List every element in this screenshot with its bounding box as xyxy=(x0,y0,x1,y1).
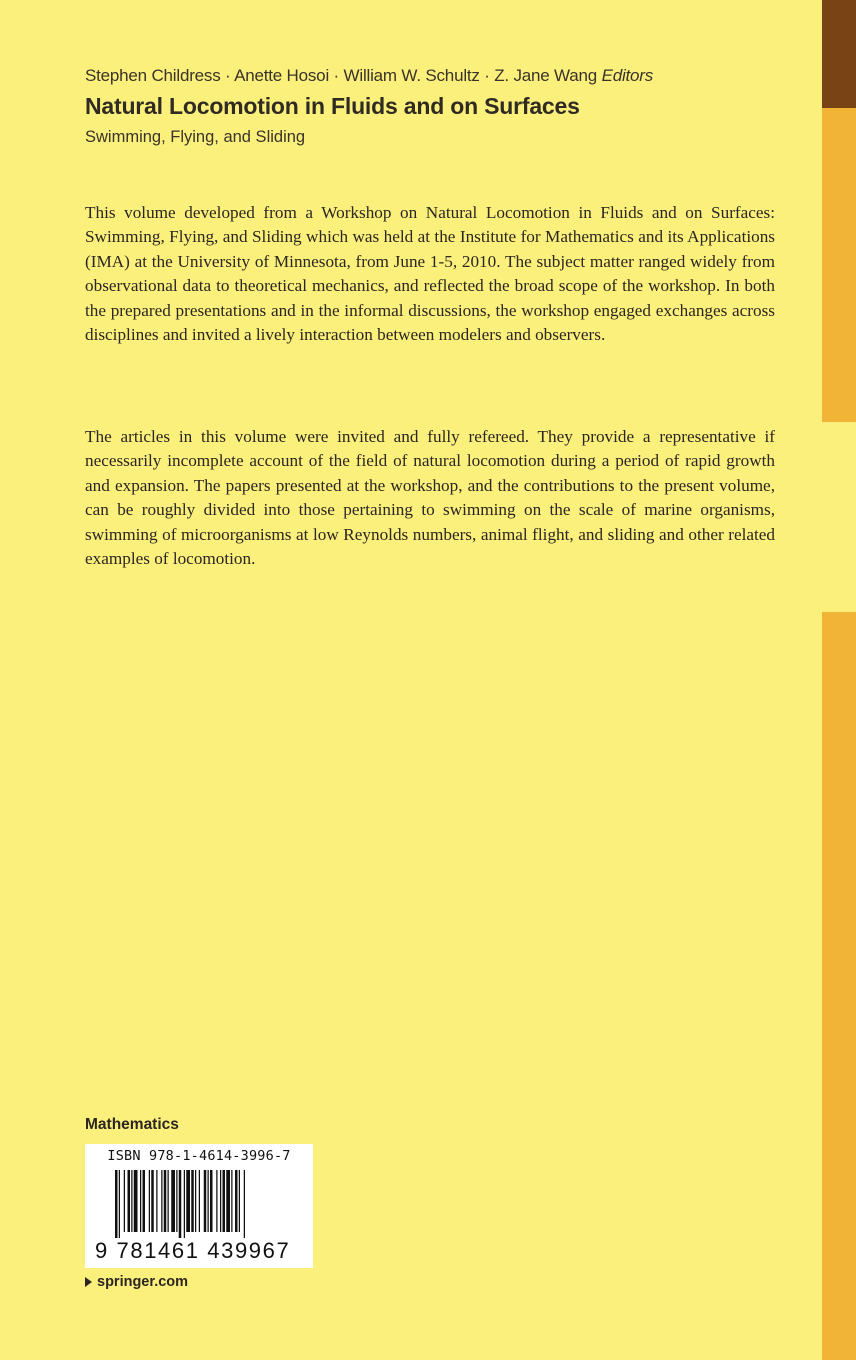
barcode-bar xyxy=(226,1170,230,1232)
barcode-bar xyxy=(210,1170,213,1232)
subject-category: Mathematics xyxy=(85,1116,179,1133)
spine-stripe-dark xyxy=(822,0,856,108)
barcode-bar xyxy=(115,1170,118,1238)
barcode-bar xyxy=(216,1170,217,1232)
barcode-bar xyxy=(128,1170,131,1232)
barcode-bar xyxy=(186,1170,190,1232)
isbn-barcode xyxy=(85,1144,313,1268)
barcode-bar xyxy=(208,1170,209,1232)
barcode-bar xyxy=(195,1170,196,1232)
description-paragraph-2: The articles in this volume were invited and fully refereed. They provide a representative if necessarily incomplete account of the field of natural locomotion during a period of rapid growth and expansion. The papers presented at the workshop, and the contributions to the present volume, can be roughly divided into those pertaining to swimming on the scale of marine organisms, swimming of microorganisms at low Reynolds numbers, animal flight, and sliding and other related examples of locomotion. xyxy=(85,427,775,569)
barcode-bar xyxy=(244,1170,245,1238)
arrow-right-icon xyxy=(85,1277,92,1287)
barcode-bar xyxy=(124,1170,125,1232)
barcode-bar xyxy=(223,1170,226,1232)
barcode-bar xyxy=(134,1170,138,1232)
barcode-bar xyxy=(149,1170,150,1232)
spine-stripe-orange-upper xyxy=(822,108,856,422)
barcode-bar xyxy=(140,1170,141,1232)
barcode-bar xyxy=(199,1170,200,1232)
barcode-bar xyxy=(143,1170,146,1232)
editors-line xyxy=(85,64,805,88)
publisher-link[interactable] xyxy=(85,1274,188,1290)
barcode-bar xyxy=(131,1170,132,1232)
barcode-bar xyxy=(184,1170,185,1238)
book-header xyxy=(85,64,805,149)
barcode-bar xyxy=(151,1170,154,1232)
barcode-bar xyxy=(235,1170,238,1232)
description-paragraph-1: This volume developed from a Workshop on Natural Locomotion in Fluids and on Surfaces: Swimming, Flying, and Sliding which was held at the Institute for Mathematics and its Applications (IMA) at the University of Minnesota, from June 1-5, 2010. The subject matter ranged widely from observational data to theoretical mechanics, and reflected the broad scope of the workshop. In both the prepared presentations and in the informal discussions, the workshop engaged exchanges across disciplines and invited a lively interaction between modelers and observers. xyxy=(85,203,775,345)
spine-stripe-gap xyxy=(822,422,856,612)
editors-label: Editors xyxy=(601,66,654,85)
barcode-bar xyxy=(204,1170,207,1232)
barcode-bar xyxy=(171,1170,175,1232)
barcode-bar xyxy=(156,1170,157,1232)
book-title: Natural Locomotion in Fluids and on Surfaces xyxy=(85,93,580,119)
barcode-bar xyxy=(164,1170,167,1232)
barcode-bar xyxy=(191,1170,194,1232)
book-subtitle: Swimming, Flying, and Sliding xyxy=(85,128,306,146)
barcode-bar xyxy=(176,1170,177,1232)
isbn-label: ISBN 978-1-4614-3996-7 xyxy=(107,1148,291,1164)
barcode-bar xyxy=(119,1170,120,1238)
publisher-label: springer.com xyxy=(97,1274,189,1290)
barcode-bar xyxy=(231,1170,232,1232)
barcode-bar xyxy=(161,1170,162,1232)
barcode-bar xyxy=(239,1170,240,1232)
barcode-bar xyxy=(220,1170,221,1232)
barcode-bar xyxy=(168,1170,169,1232)
spine-stripe-orange-lower xyxy=(822,612,856,1360)
editor-names: Stephen Childress · Anette Hosoi · William W. Schultz · Z. Jane Wang xyxy=(85,66,598,85)
barcode-bars xyxy=(115,1170,285,1238)
barcode-bar xyxy=(179,1170,182,1238)
barcode-digits: 9 781461 439967 xyxy=(95,1238,291,1263)
